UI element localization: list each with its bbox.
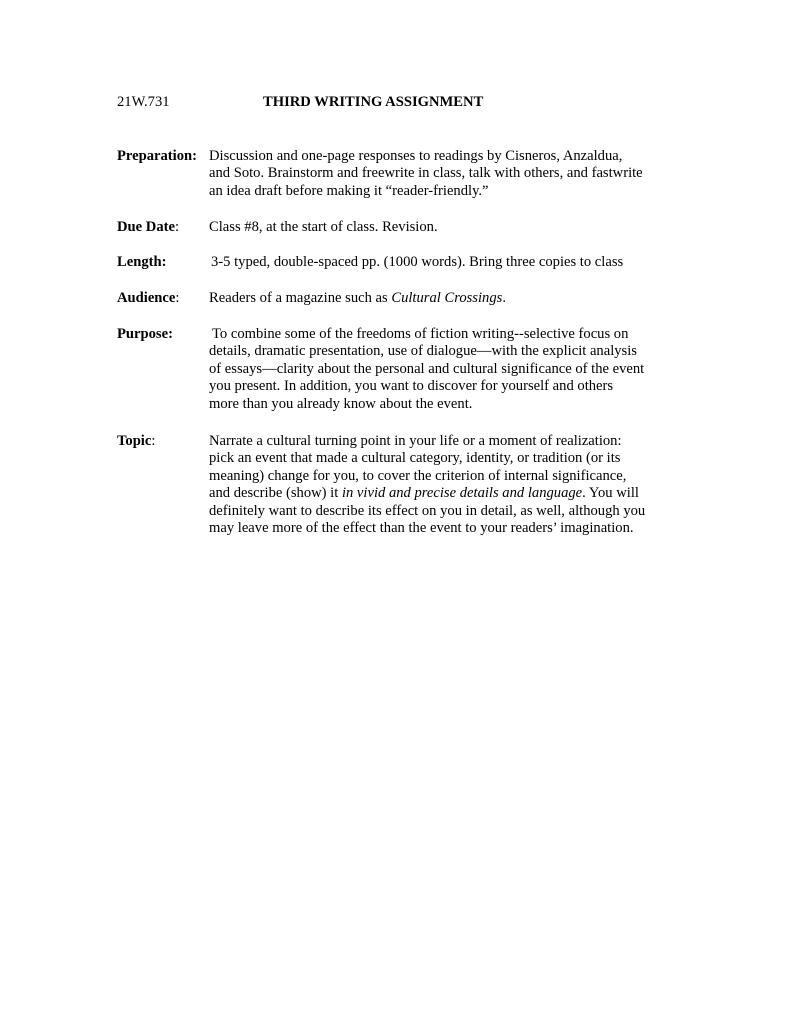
purpose-text <box>209 326 644 413</box>
topic-line: definitely want to describe its effect on you in detail, as well, although you <box>209 502 646 519</box>
length-value: 3-5 typed, double-spaced pp. (1000 words). Bring three copies to class <box>211 254 624 270</box>
document-header <box>117 94 677 112</box>
emphasis-text: in vivid and precise details and language <box>341 485 583 502</box>
audience-text <box>209 290 506 307</box>
purpose-line: more than you already know about the event. <box>209 395 473 412</box>
audience-label: Audience: <box>117 290 180 306</box>
purpose-line: details, dramatic presentation, use of dialogue—with the explicit analysis <box>209 343 637 360</box>
purpose-line: of essays—clarity about the personal and cultural significance of the event <box>209 360 645 377</box>
due-date-label: Due Date: <box>117 219 180 235</box>
topic-label: Topic: <box>117 433 156 449</box>
preparation-line: an idea draft before making it “reader-friendly.” <box>209 182 489 199</box>
due-date-value: Class #8, at the start of class. Revision. <box>209 219 438 235</box>
topic-line: pick an event that made a cultural category, identity, or tradition (or its <box>209 450 621 467</box>
preparation-text <box>209 148 643 200</box>
document-title: THIRD WRITING ASSIGNMENT <box>263 94 484 110</box>
purpose-label: Purpose: <box>117 326 173 342</box>
preparation-line: Discussion and one-page responses to readings by Cisneros, Anzaldua, <box>209 148 623 164</box>
topic-line: may leave more of the effect than the event to your readers’ imagination. <box>209 520 634 537</box>
magazine-title: Cultural Crossings <box>391 290 503 306</box>
preparation-line: and Soto. Brainstorm and freewrite in class, talk with others, and fastwrite <box>209 165 643 182</box>
length-text <box>211 254 623 271</box>
topic-text <box>209 433 645 537</box>
topic-line: Narrate a cultural turning point in your life or a moment of realization: <box>209 433 622 449</box>
due-date-text <box>209 219 438 236</box>
preparation-label: Preparation: <box>117 148 197 164</box>
purpose-line: you present. In addition, you want to discover for yourself and others <box>209 378 614 395</box>
length-label: Length: <box>117 254 167 270</box>
audience-value: Readers of a magazine such as Cultural Crossings. <box>209 290 506 306</box>
topic-line: meaning) change for you, to cover the criterion of internal significance, <box>209 467 627 484</box>
course-number: 21W.731 <box>117 94 170 110</box>
topic-line: and describe (show) it in vivid and precise details and language. You will <box>209 485 639 502</box>
purpose-line: To combine some of the freedoms of fiction writing--selective focus on <box>212 326 629 342</box>
